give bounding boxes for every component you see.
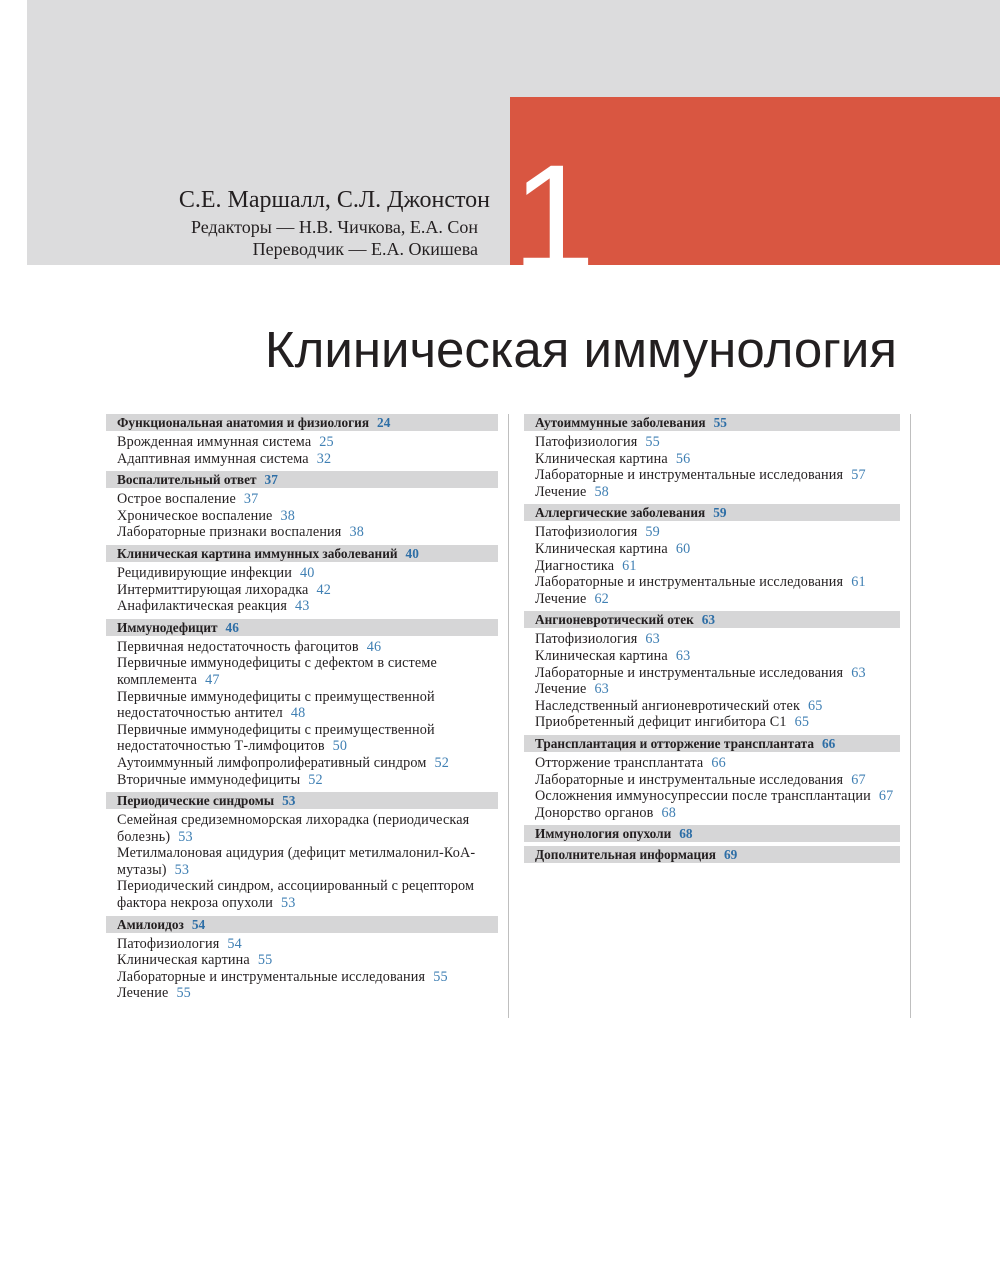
toc-entry-title: Патофизиология bbox=[117, 935, 220, 952]
toc-page-number: 68 bbox=[679, 826, 693, 842]
toc-page-number: 42 bbox=[316, 581, 331, 598]
toc-section-heading[interactable] bbox=[524, 414, 900, 431]
toc-right-column bbox=[524, 414, 911, 1018]
toc-entry-title: Аутоиммунный лимфопролиферативный синдром bbox=[117, 754, 427, 771]
toc-page-number: 61 bbox=[622, 557, 637, 574]
toc-section bbox=[524, 414, 900, 500]
toc-section-title: Ангионевротический отек bbox=[535, 612, 694, 628]
toc-entry[interactable] bbox=[106, 508, 498, 525]
toc-entry[interactable] bbox=[524, 558, 900, 575]
toc-page-number: 63 bbox=[701, 612, 716, 628]
toc-entry-title: Наследственный ангионевротический отек bbox=[535, 697, 800, 714]
toc-entry-title: Патофизиология bbox=[535, 434, 638, 450]
toc-section bbox=[106, 471, 498, 541]
toc-entry-title: Периодический синдром, ассоциированный с рецептором фактора некроза опухоли bbox=[117, 878, 475, 912]
toc-section-heading[interactable] bbox=[106, 545, 498, 562]
toc-section-title: Функциональная анатомия и физиология bbox=[117, 415, 370, 430]
toc-entry-title: Анафилактическая реакция bbox=[117, 598, 287, 615]
toc-entry[interactable] bbox=[524, 451, 900, 468]
toc-entry-title: Клиническая картина bbox=[117, 952, 250, 969]
toc-entry-title: Лабораторные и инструментальные исследования bbox=[535, 664, 844, 681]
toc-entry[interactable] bbox=[106, 451, 498, 468]
toc-entry[interactable] bbox=[106, 812, 498, 845]
toc-section-title: Воспалительный ответ bbox=[117, 472, 257, 488]
toc-entry-title: Лабораторные признаки воспаления bbox=[117, 524, 342, 541]
toc-entry[interactable] bbox=[106, 878, 498, 911]
toc-section-heading[interactable] bbox=[524, 825, 900, 842]
toc-entry-title: Вторичные иммунодефициты bbox=[117, 771, 301, 788]
toc-entry[interactable] bbox=[524, 541, 900, 558]
toc-page-number: 53 bbox=[282, 793, 296, 809]
toc-entry-title: Рецидивирующие инфекции bbox=[117, 564, 293, 581]
toc-page-number: 55 bbox=[176, 985, 191, 1002]
toc-entry-title: Семейная средиземноморская лихорадка (периодическая болезнь) bbox=[117, 812, 470, 845]
toc-page-number: 46 bbox=[225, 619, 239, 635]
toc-entry[interactable] bbox=[106, 952, 498, 969]
toc-entry[interactable] bbox=[106, 772, 498, 789]
toc-entry-title: Патофизиология bbox=[535, 631, 638, 648]
toc-entry-title: Первичные иммунодефициты с дефектом в системе комплемента bbox=[117, 655, 437, 688]
toc-page-number: 61 bbox=[851, 574, 866, 591]
toc-entry-title: Лабораторные и инструментальные исследования bbox=[117, 968, 426, 985]
toc-page-number: 40 bbox=[405, 545, 419, 561]
toc-page-number: 52 bbox=[434, 754, 449, 771]
toc-entry[interactable] bbox=[524, 524, 900, 541]
toc-entry[interactable] bbox=[106, 985, 498, 1002]
toc-entry[interactable] bbox=[106, 524, 498, 541]
toc-entry[interactable] bbox=[106, 565, 498, 582]
toc-entry[interactable] bbox=[524, 788, 900, 805]
toc-entry[interactable] bbox=[106, 969, 498, 986]
toc-entry-title: Лечение bbox=[535, 590, 587, 607]
toc-page-number: 67 bbox=[851, 771, 866, 788]
toc-section-title: Клиническая картина иммунных заболеваний bbox=[117, 545, 398, 561]
toc-section-title: Аутоиммунные заболевания bbox=[535, 415, 706, 430]
toc-page-number: 59 bbox=[645, 524, 660, 541]
toc-entry[interactable] bbox=[106, 491, 498, 508]
toc-entry[interactable] bbox=[106, 639, 498, 656]
toc-page-number: 58 bbox=[594, 483, 609, 500]
toc-entry-title: Лечение bbox=[535, 681, 587, 698]
toc-entry-title: Приобретенный дефицит ингибитора С1 bbox=[535, 714, 787, 731]
toc-entry[interactable] bbox=[524, 467, 900, 484]
toc-entry[interactable] bbox=[106, 845, 498, 878]
toc-entry[interactable] bbox=[106, 689, 498, 722]
toc-entry[interactable] bbox=[524, 484, 900, 501]
chapter-editors: Редакторы — Н.В. Чичкова, Е.А. Сон bbox=[190, 217, 478, 237]
chapter-translator: Переводчик — Е.А. Окишева bbox=[252, 239, 478, 259]
toc-entry-title: Отторжение трансплантата bbox=[535, 754, 704, 771]
toc-entry-title: Клиническая картина bbox=[535, 540, 668, 557]
toc-page-number: 54 bbox=[191, 916, 206, 932]
toc-page-number: 56 bbox=[675, 450, 691, 467]
toc-section bbox=[524, 735, 900, 821]
toc-entry[interactable] bbox=[524, 631, 900, 648]
toc-section-heading[interactable] bbox=[106, 414, 498, 431]
toc-page-number: 32 bbox=[316, 450, 332, 467]
toc-entry-title: Патофизиология bbox=[535, 524, 638, 541]
toc-entry[interactable] bbox=[524, 805, 900, 822]
toc-page-number: 67 bbox=[878, 788, 894, 805]
toc-page-number: 65 bbox=[808, 697, 823, 714]
toc-entry-title: Адаптивная иммунная система bbox=[117, 450, 309, 467]
toc-entry[interactable] bbox=[524, 434, 900, 451]
toc-page-number: 53 bbox=[178, 828, 193, 845]
toc-entry-title: Лабораторные и инструментальные исследования bbox=[535, 467, 844, 484]
toc-page-number: 69 bbox=[723, 847, 738, 863]
toc-page-number: 68 bbox=[661, 804, 677, 821]
toc-page-number: 40 bbox=[300, 564, 315, 581]
toc-page-number: 66 bbox=[821, 735, 836, 751]
toc-entry[interactable] bbox=[524, 574, 900, 591]
toc-page-number: 55 bbox=[713, 415, 727, 430]
toc-page-number: 46 bbox=[366, 638, 382, 655]
toc-page-number: 55 bbox=[645, 434, 660, 450]
toc-section-heading[interactable] bbox=[106, 916, 498, 933]
toc-entry-title: Лечение bbox=[117, 985, 169, 1002]
toc-section-title: Трансплантация и отторжение трансплантата bbox=[535, 735, 814, 751]
toc-entry-title: Врожденная иммунная система bbox=[117, 434, 312, 450]
toc-section-title: Аллергические заболевания bbox=[535, 505, 706, 521]
toc-entry[interactable] bbox=[106, 582, 498, 599]
toc-page-number: 57 bbox=[851, 467, 866, 484]
toc-entry-title: Метилмалоновая ацидурия (дефицит метилмалонил-КоА-мутазы) bbox=[117, 845, 476, 878]
toc-entry[interactable] bbox=[106, 755, 498, 772]
toc-entry[interactable] bbox=[524, 648, 900, 665]
toc-section bbox=[106, 916, 498, 1002]
toc-entry-title: Интермиттирующая лихорадка bbox=[117, 581, 309, 598]
toc-page-number: 65 bbox=[794, 714, 810, 731]
toc-entry[interactable] bbox=[106, 598, 498, 615]
toc-entry[interactable] bbox=[524, 665, 900, 682]
toc-page-number: 47 bbox=[205, 671, 220, 688]
toc-entry-title: Первичные иммунодефициты с преимущественной недостаточностью антител bbox=[117, 688, 435, 722]
toc-page-number: 52 bbox=[308, 771, 323, 788]
toc-entry-title: Лабораторные и инструментальные исследования bbox=[535, 771, 844, 788]
toc-page-number: 66 bbox=[711, 754, 726, 771]
toc-section-heading[interactable] bbox=[524, 846, 900, 863]
toc-page-number: 63 bbox=[675, 647, 691, 664]
toc-section bbox=[524, 611, 900, 731]
toc-section-heading[interactable] bbox=[524, 611, 900, 628]
toc-section bbox=[106, 792, 498, 912]
toc-entry-title: Хроническое воспаление bbox=[117, 507, 273, 524]
toc-entry-title: Клиническая картина bbox=[535, 647, 668, 664]
toc-page-number: 48 bbox=[290, 705, 306, 722]
toc-entry[interactable] bbox=[106, 722, 498, 755]
toc-page-number: 38 bbox=[280, 507, 296, 524]
toc-entry-title: Первичная недостаточность фагоцитов bbox=[117, 638, 359, 655]
toc-page-number: 53 bbox=[174, 861, 190, 878]
toc-section-heading[interactable] bbox=[106, 619, 498, 636]
toc-page-number: 43 bbox=[295, 598, 310, 615]
toc-section-title: Иммунология опухоли bbox=[535, 826, 672, 842]
toc-page-number: 63 bbox=[645, 631, 660, 648]
toc-entry-title: Осложнения иммуносупрессии после трансплантации bbox=[535, 788, 871, 805]
toc-section-heading[interactable] bbox=[106, 471, 498, 488]
toc-section bbox=[524, 504, 900, 607]
toc-section-title: Амилоидоз bbox=[117, 916, 184, 932]
toc-page-number: 54 bbox=[227, 935, 242, 952]
toc-page-number: 55 bbox=[257, 952, 273, 969]
toc-section-title: Иммунодефицит bbox=[117, 619, 218, 635]
toc-section bbox=[524, 825, 900, 842]
toc-entry-title: Клиническая картина bbox=[535, 450, 668, 467]
toc-section-title: Дополнительная информация bbox=[535, 847, 716, 863]
toc-page-number: 63 bbox=[851, 664, 866, 681]
toc-page-number: 24 bbox=[377, 415, 391, 430]
toc-entry-title: Лечение bbox=[535, 483, 587, 500]
chapter-authors: С.Е. Маршалл, С.Л. Джонстон bbox=[178, 187, 490, 213]
toc-page-number: 55 bbox=[433, 968, 448, 985]
toc-entry[interactable] bbox=[106, 936, 498, 953]
toc-left-column bbox=[106, 414, 509, 1018]
toc-entry[interactable] bbox=[106, 655, 498, 688]
toc-section-heading[interactable] bbox=[524, 504, 900, 521]
toc-section bbox=[106, 545, 498, 615]
toc-section-heading[interactable] bbox=[524, 735, 900, 752]
toc-page-number: 25 bbox=[319, 434, 334, 450]
toc-page-number: 37 bbox=[264, 472, 278, 488]
toc-entry-title: Лабораторные и инструментальные исследования bbox=[535, 574, 844, 591]
toc-section bbox=[106, 414, 498, 467]
toc-page-number: 62 bbox=[594, 590, 609, 607]
toc-section-title: Периодические синдромы bbox=[117, 793, 275, 809]
toc-entry[interactable] bbox=[106, 434, 498, 451]
toc-page-number: 37 bbox=[243, 491, 259, 508]
toc-section bbox=[106, 619, 498, 788]
toc-entry-title: Первичные иммунодефициты с преимущественной недостаточностью Т-лимфоцитов bbox=[117, 721, 435, 755]
toc-page-number: 60 bbox=[675, 540, 691, 557]
toc-page-number: 50 bbox=[332, 738, 348, 755]
toc-entry[interactable] bbox=[524, 714, 900, 731]
toc-page-number: 59 bbox=[713, 505, 727, 521]
toc-entry-title: Донорство органов bbox=[535, 804, 654, 821]
chapter-title: Клиническая иммунология bbox=[264, 321, 897, 378]
toc-entry-title: Острое воспаление bbox=[117, 491, 236, 508]
toc-section bbox=[524, 846, 900, 863]
toc-entry[interactable] bbox=[524, 755, 900, 772]
toc-page-number: 38 bbox=[349, 524, 364, 541]
toc-page-number: 53 bbox=[281, 895, 296, 912]
chapter-number: 1 bbox=[512, 133, 596, 301]
toc-entry[interactable] bbox=[524, 591, 900, 608]
toc-entry[interactable] bbox=[524, 772, 900, 789]
toc-page-number: 63 bbox=[594, 681, 609, 698]
toc-entry-title: Диагностика bbox=[535, 557, 615, 574]
toc-entry[interactable] bbox=[524, 681, 900, 698]
toc-entry[interactable] bbox=[524, 698, 900, 715]
toc-section-heading[interactable] bbox=[106, 792, 498, 809]
